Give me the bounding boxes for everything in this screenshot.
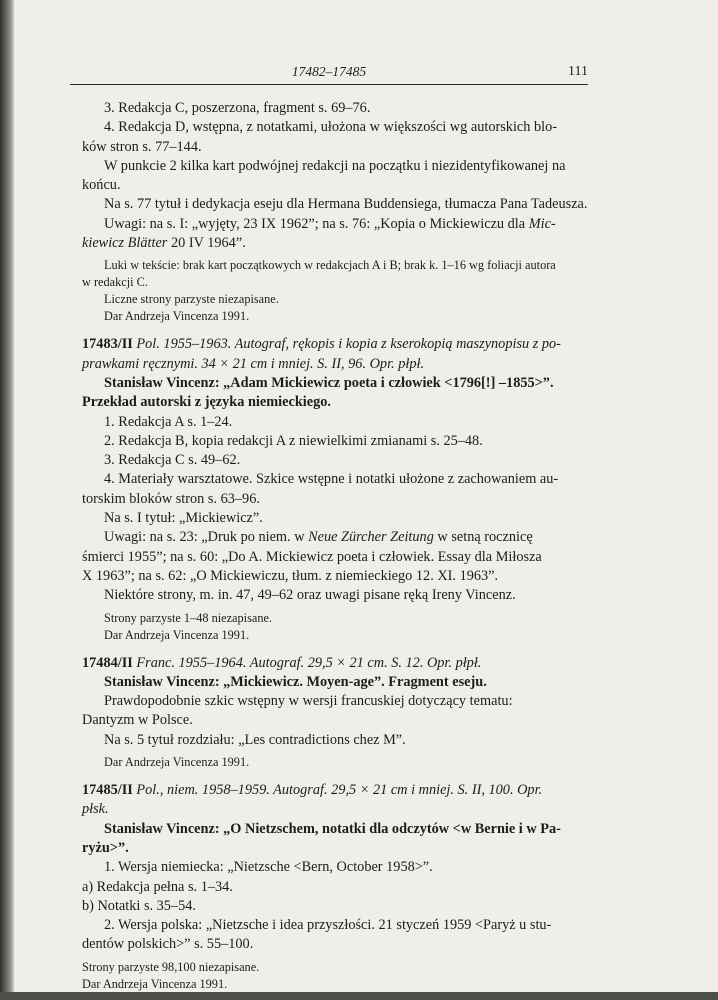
remarks-line xyxy=(82,234,588,253)
remarks-line: X 1963”; na s. 62: „O Mickiewiczu, tłum. z niemieckiego 12. XI. 1963”. xyxy=(82,567,499,584)
entry-header xyxy=(82,654,588,673)
entry-description: Pol. 1955–1963. Autograf, rękopis i kopia z kserokopią maszynopisu z po- xyxy=(132,336,561,353)
item-line: torskim bloków stron s. 63–96. xyxy=(82,490,260,507)
entry-title: Stanisław Vincenz: „Mickiewicz. Moyen-age”. Fragment eseju. xyxy=(104,673,487,690)
running-header xyxy=(70,64,588,82)
entry-description: prawkami ręcznymi. 34 × 21 cm i mniej. S. II, 96. Opr. płpł. xyxy=(82,355,425,372)
provenance-note: Dar Andrzeja Vincenza 1991. xyxy=(104,309,250,324)
note-line: Na s. 5 tytuł rozdziału: „Les contradictions chez M”. xyxy=(104,731,406,748)
item-line: 3. Redakcja C, poszerzona, fragment s. 69–76. xyxy=(104,100,371,116)
header-entry-range: 17482–17485 xyxy=(291,64,367,79)
entry-id: 17485/II xyxy=(82,782,133,799)
remarks-title: Neue Zürcher Zeitung xyxy=(308,529,434,546)
remarks-text: w setną rocznicę xyxy=(433,529,533,546)
note-line: Dantyzm w Polsce. xyxy=(82,712,193,729)
remarks-text: Uwagi: na s. I: „wyjęty, 23 IX 1962”; na s. 76: „Kopia o Mickiewiczu dla xyxy=(104,215,529,232)
small-note: w redakcji C. xyxy=(82,275,148,290)
entry-header xyxy=(82,335,588,354)
item-line: dentów polskich>” s. 55–100. xyxy=(82,936,254,953)
small-note: Strony parzyste 98,100 niezapisane. xyxy=(82,959,260,974)
entry-id: 17484/II xyxy=(82,654,133,671)
note-line: końcu. xyxy=(82,177,121,194)
page-number: 111 xyxy=(568,64,588,79)
note-line: Niektóre strony, m. in. 47, 49–62 oraz uwagi pisane ręką Ireny Vincenz. xyxy=(104,587,516,604)
item-line: ków stron s. 77–144. xyxy=(82,138,202,155)
entry-id: 17483/II xyxy=(82,336,133,353)
small-note: Luki w tekście: brak kart początkowych w redakcjach A i B; brak k. 1–16 wg foliacji autora xyxy=(104,258,556,273)
entry-title: Przekład autorski z języka niemieckiego. xyxy=(82,394,331,411)
item-line: 2. Wersja polska: „Nietzsche i idea przyszłości. 21 styczeń 1959 <Paryż u stu- xyxy=(104,917,552,934)
note-line: Na s. 77 tytuł i dedykacja eseju dla Hermana Buddensiega, tłumacza Pana Tadeusza. xyxy=(104,196,588,213)
book-spine-shadow xyxy=(0,0,14,1000)
item-line: 2. Redakcja B, kopia redakcji A z niewielkimi zmianami s. 25–48. xyxy=(104,432,483,449)
remarks-text: Uwagi: na s. 23: „Druk po niem. w xyxy=(104,529,309,546)
catalog-text xyxy=(82,99,588,993)
entry-title: Stanisław Vincenz: „Adam Mickiewicz poeta i człowiek <1796[!] –1855>”. xyxy=(104,374,554,391)
remarks-title: Mic- xyxy=(528,215,556,232)
entry-title: ryżu>”. xyxy=(82,839,129,856)
provenance-note: Dar Andrzeja Vincenza 1991. xyxy=(82,976,228,991)
item-line: 4. Materiały warsztatowe. Szkice wstępne i notatki ułożone z zachowaniem au- xyxy=(104,471,559,488)
item-line: b) Notatki s. 35–54. xyxy=(82,897,196,914)
provenance-note: Dar Andrzeja Vincenza 1991. xyxy=(104,627,250,642)
note-line: W punkcie 2 kilka kart podwójnej redakcji na początku i niezidentyfikowanej na xyxy=(104,157,566,174)
entry-description: Pol., niem. 1958–1959. Autograf. 29,5 × 21 cm i mniej. S. II, 100. Opr. xyxy=(132,782,543,799)
remarks-title: kiewicz Blätter xyxy=(82,235,168,252)
item-line: 1. Wersja niemiecka: „Nietzsche <Bern, October 1958>”. xyxy=(104,859,433,876)
item-line: 3. Redakcja C s. 49–62. xyxy=(104,452,241,469)
remarks-line: śmierci 1955”; na s. 60: „Do A. Mickiewicz poeta i człowiek. Essay dla Miłosza xyxy=(82,548,542,565)
note-line: Na s. I tytuł: „Mickiewicz”. xyxy=(104,510,263,527)
remarks-line xyxy=(82,215,588,234)
item-line: a) Redakcja pełna s. 1–34. xyxy=(82,878,233,895)
item-line: 1. Redakcja A s. 1–24. xyxy=(104,413,233,430)
entry-description: płsk. xyxy=(82,801,109,818)
item-line: 4. Redakcja D, wstępna, z notatkami, ułożona w większości wg autorskich blo- xyxy=(104,119,558,136)
entry-title: Stanisław Vincenz: „O Nietzschem, notatki dla odczytów <w Bernie i w Pa- xyxy=(104,820,561,837)
scan-bottom-edge xyxy=(0,992,718,1000)
small-note: Liczne strony parzyste niezapisane. xyxy=(104,292,279,307)
note-line: Prawdopodobnie szkic wstępny w wersji francuskiej dotyczący tematu: xyxy=(104,693,513,710)
entry-header xyxy=(82,781,588,800)
remarks-text: 20 IV 1964”. xyxy=(167,235,246,252)
provenance-note: Dar Andrzeja Vincenza 1991. xyxy=(104,755,250,770)
header-rule xyxy=(70,84,588,85)
remarks-line xyxy=(82,528,588,547)
small-note: Strony parzyste 1–48 niezapisane. xyxy=(104,610,273,625)
entry-description: Franc. 1955–1964. Autograf. 29,5 × 21 cm. S. 12. Opr. płpł. xyxy=(132,654,482,671)
